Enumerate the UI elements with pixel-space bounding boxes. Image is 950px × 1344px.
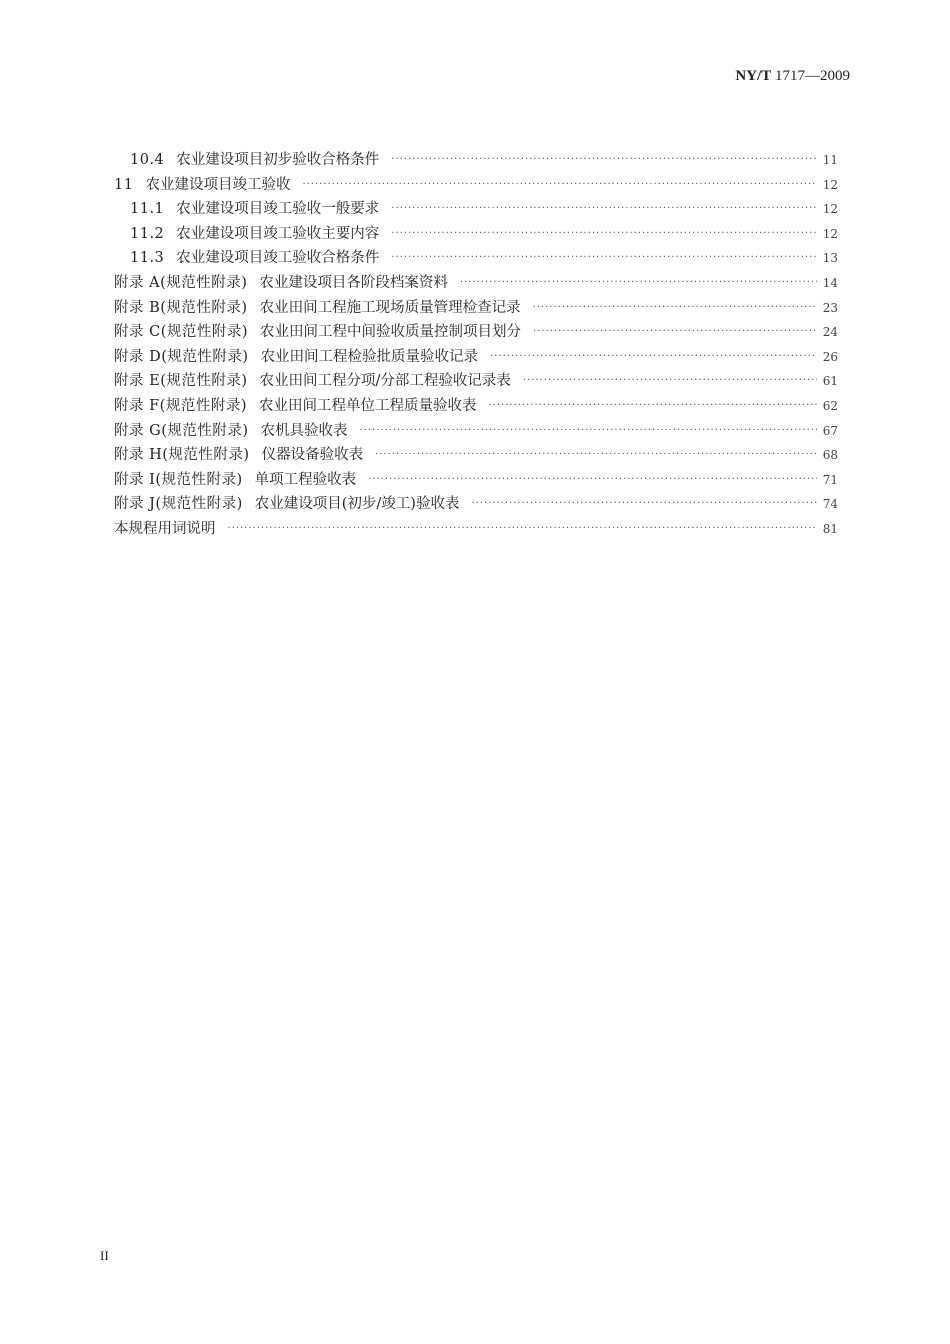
toc-entry[interactable] [114, 394, 838, 419]
toc-leader-dots [460, 277, 817, 288]
toc-entry[interactable] [114, 148, 838, 173]
toc-entry-number: 附录 G(规范性附录) [114, 422, 249, 439]
toc-leader-dots [375, 449, 817, 460]
page-number: II [100, 1248, 109, 1263]
toc-entry-number: 附录 J(规范性附录) [114, 496, 243, 513]
toc-entry-page: 67 [822, 423, 838, 438]
standard-code: NY/T [735, 68, 772, 84]
standard-number: 1717—2009 [775, 68, 850, 84]
toc-leader-dots [368, 474, 817, 485]
toc-entry-title: 农业田间工程检验批质量验收记录 [260, 348, 479, 365]
toc-entry-title: 农业田间工程中间验收质量控制项目划分 [260, 324, 522, 341]
toc-entry[interactable] [114, 271, 838, 296]
toc-entry-number: 附录 E(规范性附录) [114, 373, 248, 390]
toc-entry-page: 12 [822, 202, 838, 217]
toc-entry-number: 11.1 [130, 201, 165, 218]
toc-entry[interactable] [114, 468, 838, 493]
toc-leader-dots [302, 179, 816, 190]
toc-entry-title: 农业建设项目竣工验收一般要求 [176, 201, 380, 218]
toc-entry-number: 附录 D(规范性附录) [114, 348, 249, 365]
toc-entry-number: 11.3 [130, 250, 165, 267]
toc-leader-dots [391, 154, 816, 165]
toc-entry-title: 农业建设项目(初步/竣工)验收表 [254, 496, 460, 513]
toc-entry-page: 81 [822, 521, 838, 536]
toc-entry[interactable] [114, 296, 838, 321]
toc-entry[interactable] [114, 173, 838, 198]
toc-entry-page: 71 [822, 472, 838, 487]
toc-entry-title: 农机具验收表 [260, 422, 348, 439]
toc-entry[interactable] [114, 517, 838, 542]
toc-leader-dots [533, 326, 817, 337]
toc-entry-number: 附录 F(规范性附录) [114, 397, 247, 414]
toc-entry[interactable] [114, 197, 838, 222]
toc-entry-title: 农业建设项目竣工验收主要内容 [176, 225, 380, 242]
toc-entry-number: 附录 A(规范性附录) [114, 274, 248, 291]
toc-leader-dots [228, 523, 817, 534]
toc-entry-title: 农业建设项目竣工验收合格条件 [176, 250, 380, 267]
toc-entry-page: 11 [822, 153, 838, 167]
toc-entry-page: 68 [822, 448, 838, 463]
toc-entry-number: 10.4 [130, 152, 165, 168]
toc-entry-number: 附录 C(规范性附录) [114, 324, 249, 341]
toc-leader-dots [533, 302, 817, 313]
toc-entry-number: 附录 B(规范性附录) [114, 299, 248, 316]
toc-entry-page: 13 [822, 251, 838, 266]
document-header [735, 68, 850, 85]
toc-leader-dots [523, 375, 817, 386]
toc-entry-page: 14 [822, 275, 838, 290]
toc-entry-title: 本规程用词说明 [114, 520, 216, 537]
toc-entry-page: 24 [822, 325, 838, 340]
toc-entry-title: 农业建设项目初步验收合格条件 [176, 152, 380, 168]
toc-leader-dots [391, 228, 816, 239]
toc-entry-title: 单项工程验收表 [254, 471, 357, 488]
toc-entry[interactable] [114, 369, 838, 394]
toc-entry[interactable] [114, 320, 838, 345]
toc-leader-dots [490, 351, 817, 362]
toc-entry[interactable] [114, 419, 838, 444]
toc-entry-title: 农业建设项目各阶段档案资料 [259, 274, 448, 291]
toc-entry-title: 农业田间工程单位工程质量验收表 [258, 397, 477, 414]
toc-entry-page: 74 [822, 497, 838, 512]
toc-entry-number: 11.2 [130, 225, 165, 242]
toc-entry-page: 12 [822, 226, 838, 241]
toc-entry[interactable] [114, 246, 838, 271]
toc-entry-page: 61 [822, 374, 838, 389]
toc-entry[interactable] [114, 222, 838, 247]
toc-entry-page: 12 [822, 177, 838, 192]
toc-entry-number: 附录 H(规范性附录) [114, 447, 250, 464]
toc-entry[interactable] [114, 345, 838, 370]
toc-leader-dots [391, 203, 816, 214]
toc-leader-dots [360, 425, 817, 436]
table-of-contents [114, 148, 838, 542]
toc-entry-title: 农业田间工程施工现场质量管理检查记录 [259, 299, 521, 316]
toc-leader-dots [471, 498, 816, 509]
toc-leader-dots [391, 252, 816, 263]
toc-entry-page: 23 [822, 300, 838, 315]
toc-entry-title: 农业建设项目竣工验收 [145, 176, 291, 193]
toc-entry[interactable] [114, 443, 838, 468]
toc-entry[interactable] [114, 492, 838, 517]
toc-leader-dots [488, 400, 816, 411]
toc-entry-page: 26 [822, 349, 838, 364]
toc-entry-number: 11 [114, 176, 134, 193]
toc-entry-title: 仪器设备验收表 [261, 447, 364, 464]
toc-entry-page: 62 [822, 398, 838, 413]
toc-entry-number: 附录 I(规范性附录) [114, 471, 243, 488]
toc-entry-title: 农业田间工程分项/分部工程验收记录表 [259, 373, 511, 390]
